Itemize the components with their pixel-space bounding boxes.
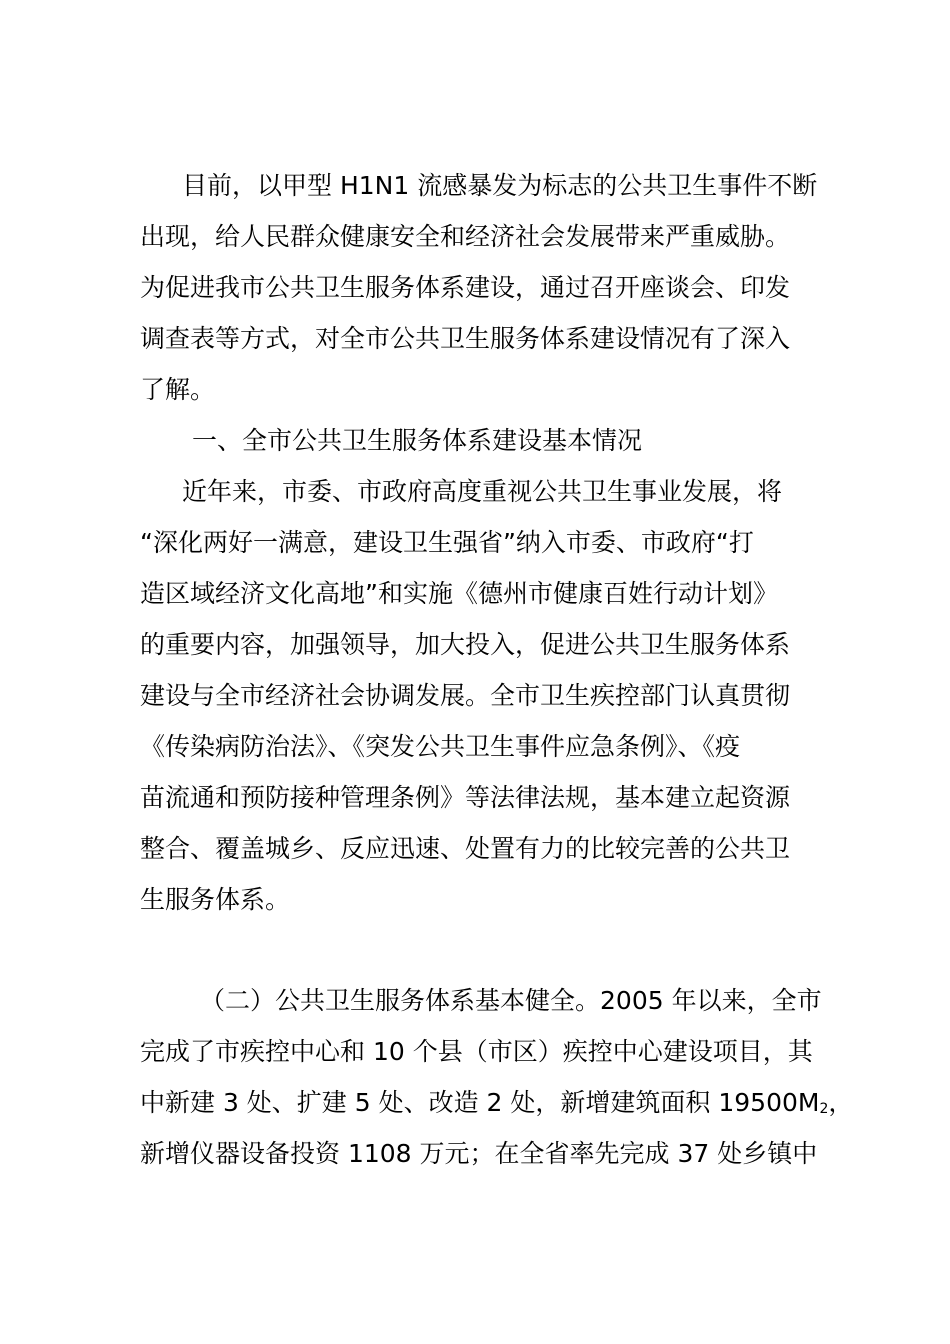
text-line: 为促进我市公共卫生服务体系建设，通过召开座谈会、印发 xyxy=(140,273,791,302)
text-line: 建设与全市经济社会协调发展。全市卫生疾控部门认真贯彻 xyxy=(140,681,791,710)
text-line: （二）公共卫生服务体系基本健全。2005 年以来，全市 xyxy=(200,986,822,1015)
text-line: 生服务体系。 xyxy=(140,885,291,914)
text-segment: 中新建 3 处、扩建 5 处、改造 2 处，新增建筑面积 19500M xyxy=(140,1088,820,1117)
text-line: 了解。 xyxy=(140,375,216,404)
subsection-paragraph xyxy=(140,975,854,1179)
text-line: 完成了市疾控中心和 10 个县（市区）疾控中心建设项目，其 xyxy=(140,1037,813,1066)
text-line: 新增仪器设备投资 1108 万元；在全省率先完成 37 处乡镇中 xyxy=(140,1139,818,1168)
text-line: 整合、覆盖城乡、反应迅速、处置有力的比较完善的公共卫 xyxy=(140,834,791,863)
section-heading xyxy=(140,415,820,466)
text-line: 《传染病防治法》、《突发公共卫生事件应急条例》、《疫 xyxy=(140,732,741,761)
text-line xyxy=(140,1077,854,1128)
text-line: 调查表等方式，对全市公共卫生服务体系建设情况有了深入 xyxy=(140,324,791,353)
text-line: 出现，给人民群众健康安全和经济社会发展带来严重威胁。 xyxy=(140,222,791,251)
text-line: “深化两好一满意，建设卫生强省”纳入市委、市政府“打 xyxy=(140,528,754,557)
intro-paragraph xyxy=(140,160,820,415)
text-line: 近年来，市委、市政府高度重视公共卫生事业发展，将 xyxy=(182,477,783,506)
text-line: 苗流通和预防接种管理条例》等法律法规，基本建立起资源 xyxy=(140,783,791,812)
heading-text: 一、全市公共卫生服务体系建设基本情况 xyxy=(192,426,643,455)
text-line: 目前，以甲型 H1N1 流感暴发为标志的公共卫生事件不断 xyxy=(182,171,818,200)
text-line: 造区域经济文化高地”和实施《德州市健康百姓行动计划》 xyxy=(140,579,778,608)
text-line: 的重要内容，加强领导，加大投入，促进公共卫生服务体系 xyxy=(140,630,791,659)
area-subscript: 2 xyxy=(819,1101,829,1117)
body-paragraph xyxy=(140,466,820,925)
punctuation: ， xyxy=(828,1088,854,1117)
